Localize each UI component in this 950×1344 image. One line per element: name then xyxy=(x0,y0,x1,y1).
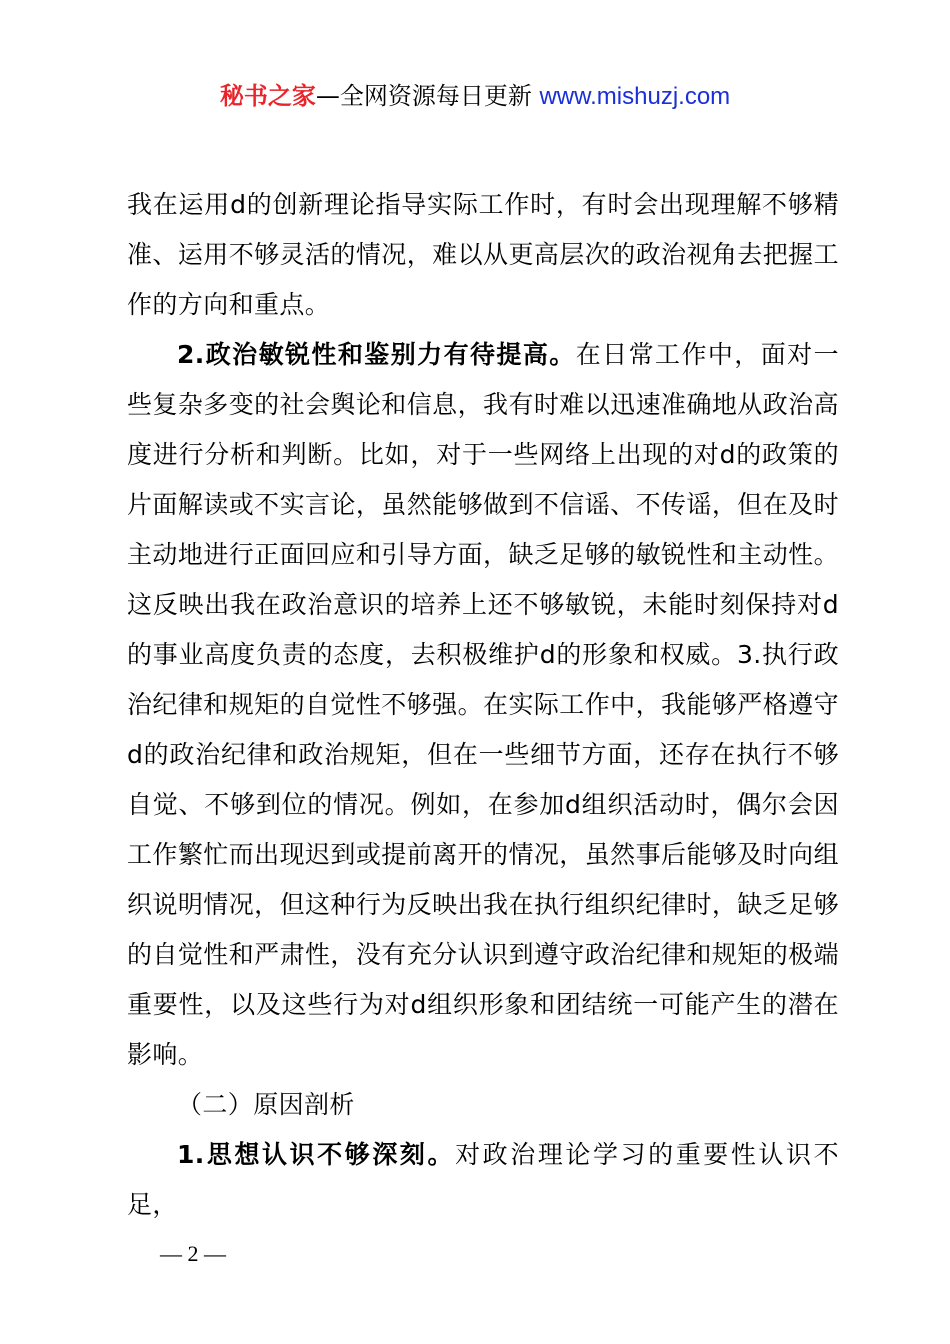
paragraph-3 xyxy=(127,1130,839,1230)
site-header xyxy=(0,80,950,113)
site-url[interactable]: www.mishuzj.com xyxy=(539,83,731,110)
header-tagline: —全网资源每日更新 xyxy=(315,82,532,110)
paragraph-1: 我在运用d的创新理论指导实际工作时，有时会出现理解不够精准、运用不够灵活的情况，难以从更高层次的政治视角去把握工作的方向和重点。 xyxy=(127,190,839,319)
section-heading: （二）原因剖析 xyxy=(177,1090,355,1119)
brand-name: 秘书之家 xyxy=(219,82,316,110)
paragraph-2-heading: 2.政治敏锐性和鉴别力有待提高。 xyxy=(177,340,576,369)
paragraph-3-text: 对政治理论学习的重要性认识不足， xyxy=(127,1140,839,1219)
paragraph-3-heading: 1.思想认识不够深刻。 xyxy=(177,1140,456,1169)
document-body xyxy=(127,180,839,1230)
page-number: — 2 — xyxy=(160,1241,226,1266)
paragraph-2 xyxy=(127,330,839,1080)
paragraph-2-text: 在日常工作中，面对一些复杂多变的社会舆论和信息，我有时难以迅速准确地从政治高度进行分析和判断。比如，对于一些网络上出现的对d的政策的片面解读或不实言论，虽然能够做到不信谣、不传谣，但在及时主动地进行正面回应和引导方面，缺乏足够的敏锐性和主动性。这反映出我在政治意识的培养上还不够敏锐，未能时刻保持对d的事业高度负责的态度，去积极维护d的形象和权威。3.执行政治纪律和规矩的自觉性不够强。在实际工作中，我能够严格遵守d的政治纪律和政治规矩，但在一些细节方面，还存在执行不够自觉、不够到位的情况。例如，在参加d组织活动时，偶尔会因工作繁忙而出现迟到或提前离开的情况，虽然事后能够及时向组织说明情况，但这种行为反映出我在执行组织纪律时，缺乏足够的自觉性和严肃性，没有充分认识到遵守政治纪律和规矩的极端重要性，以及这些行为对d组织形象和团结统一可能产生的潜在影响。 xyxy=(127,340,839,1069)
